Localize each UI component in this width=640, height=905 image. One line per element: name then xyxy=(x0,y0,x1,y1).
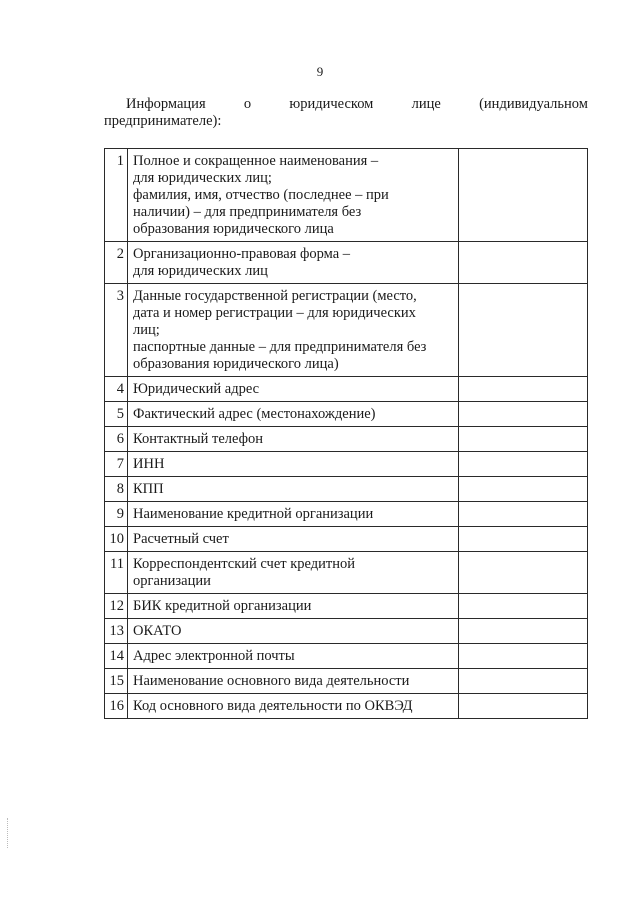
form-heading xyxy=(104,96,588,130)
scan-artifact xyxy=(7,818,10,848)
heading-word: Информация xyxy=(126,96,206,112)
table-row xyxy=(105,552,588,594)
row-value-field[interactable] xyxy=(459,427,588,452)
row-value-field[interactable] xyxy=(459,452,588,477)
row-label: БИК кредитной организации xyxy=(128,594,459,619)
heading-line-2: предпринимателе): xyxy=(104,113,222,129)
table-row xyxy=(105,284,588,377)
row-number: 9 xyxy=(105,502,128,527)
table-row xyxy=(105,452,588,477)
table-row xyxy=(105,477,588,502)
row-number: 1 xyxy=(105,149,128,242)
row-label: Корреспондентский счет кредитной организации xyxy=(128,552,459,594)
table-row xyxy=(105,594,588,619)
row-label: Юридический адрес xyxy=(128,377,459,402)
row-number: 8 xyxy=(105,477,128,502)
row-label: Данные государственной регистрации (место, дата и номер регистрации – для юридических лиц; паспортные данные – для предпринимателя без образования юридического лица) xyxy=(128,284,459,377)
heading-word: (индивидуальном xyxy=(479,96,588,112)
table-row xyxy=(105,402,588,427)
row-label: Контактный телефон xyxy=(128,427,459,452)
heading-line-1 xyxy=(104,96,588,113)
row-number: 13 xyxy=(105,619,128,644)
table-row xyxy=(105,149,588,242)
row-label: Код основного вида деятельности по ОКВЭД xyxy=(128,694,459,719)
row-label: Организационно-правовая форма – для юридических лиц xyxy=(128,242,459,284)
row-value-field[interactable] xyxy=(459,149,588,242)
row-label: КПП xyxy=(128,477,459,502)
heading-word: лице xyxy=(411,96,441,112)
row-number: 5 xyxy=(105,402,128,427)
row-label: Расчетный счет xyxy=(128,527,459,552)
row-number: 7 xyxy=(105,452,128,477)
heading-word: юридическом xyxy=(289,96,374,112)
row-number: 11 xyxy=(105,552,128,594)
row-value-field[interactable] xyxy=(459,619,588,644)
row-value-field[interactable] xyxy=(459,527,588,552)
row-number: 3 xyxy=(105,284,128,377)
row-value-field[interactable] xyxy=(459,694,588,719)
row-number: 6 xyxy=(105,427,128,452)
table-row xyxy=(105,619,588,644)
row-value-field[interactable] xyxy=(459,242,588,284)
table-row xyxy=(105,377,588,402)
row-label: Адрес электронной почты xyxy=(128,644,459,669)
row-value-field[interactable] xyxy=(459,402,588,427)
legal-entity-info-table xyxy=(104,148,588,719)
table-row xyxy=(105,669,588,694)
row-label: ИНН xyxy=(128,452,459,477)
row-number: 14 xyxy=(105,644,128,669)
row-number: 10 xyxy=(105,527,128,552)
row-number: 2 xyxy=(105,242,128,284)
row-value-field[interactable] xyxy=(459,502,588,527)
page-number: 9 xyxy=(316,64,324,79)
table-row xyxy=(105,644,588,669)
row-label: Наименование основного вида деятельности xyxy=(128,669,459,694)
row-label: Наименование кредитной организации xyxy=(128,502,459,527)
row-value-field[interactable] xyxy=(459,284,588,377)
row-label: ОКАТО xyxy=(128,619,459,644)
row-value-field[interactable] xyxy=(459,669,588,694)
table-row xyxy=(105,527,588,552)
table-row xyxy=(105,694,588,719)
row-number: 16 xyxy=(105,694,128,719)
row-number: 4 xyxy=(105,377,128,402)
row-number: 15 xyxy=(105,669,128,694)
row-value-field[interactable] xyxy=(459,594,588,619)
table-row xyxy=(105,502,588,527)
row-label: Полное и сокращенное наименования – для юридических лиц; фамилия, имя, отчество (последнее – при наличии) – для предпринимателя без образования юридического лица xyxy=(128,149,459,242)
row-value-field[interactable] xyxy=(459,644,588,669)
row-value-field[interactable] xyxy=(459,477,588,502)
row-value-field[interactable] xyxy=(459,377,588,402)
heading-word: о xyxy=(243,96,252,112)
row-number: 12 xyxy=(105,594,128,619)
row-label: Фактический адрес (местонахождение) xyxy=(128,402,459,427)
table-row xyxy=(105,427,588,452)
table-row xyxy=(105,242,588,284)
row-value-field[interactable] xyxy=(459,552,588,594)
